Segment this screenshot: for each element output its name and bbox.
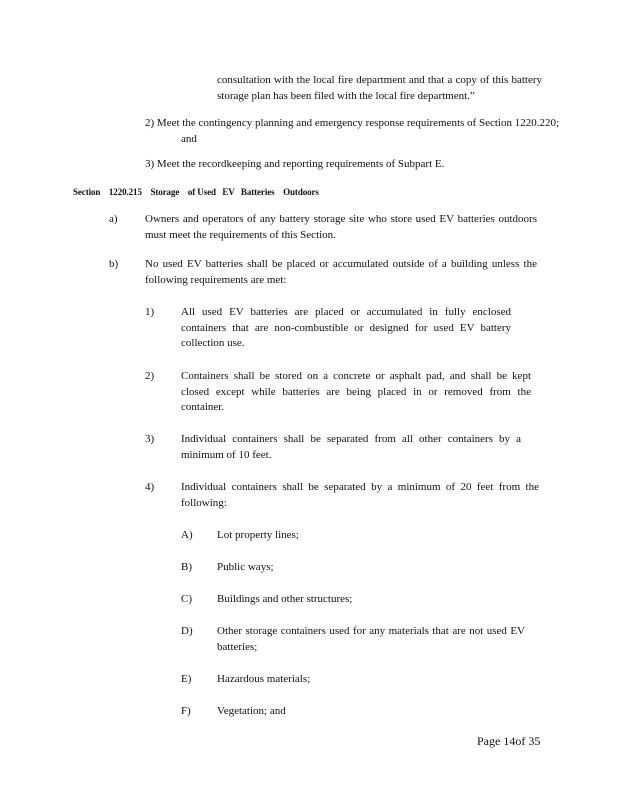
- subsection-a-text: Owners and operators of any battery storage site who store used EV batteries outdoors must meet the requirements of this Section.: [145, 213, 537, 241]
- setback-a-text: Lot property lines;: [217, 529, 299, 541]
- requirement-1-text: All used EV batteries are placed or accumulated in fully enclosed containers that are non-combustible or designed for used EV battery collection use.: [181, 306, 511, 349]
- setback-e-label: E): [181, 673, 192, 685]
- requirement-4-text: Individual containers shall be separated by a minimum of 20 feet from the following:: [181, 481, 539, 509]
- subsection-b-text: No used EV batteries shall be placed or accumulated outside of a building unless the following requirements are met:: [145, 258, 537, 286]
- section-heading: Section 1220.215 Storage of Used EV Batteries Outdoors: [73, 187, 319, 197]
- requirement-2-label: 2): [145, 370, 155, 382]
- setback-a-label: A): [181, 529, 193, 541]
- setback-d-label: D): [181, 625, 193, 637]
- quote-continuation-paragraph: consultation with the local fire department and that a copy of this battery storage plan has been filed with the local fire department.”: [217, 74, 542, 102]
- setback-b-label: B): [181, 561, 192, 573]
- requirement-3-label: 3): [145, 433, 155, 445]
- setback-e-text: Hazardous materials;: [217, 673, 311, 685]
- subsection-b-label: b): [109, 258, 119, 270]
- setback-d-text: Other storage containers used for any materials that are not used EV batteries;: [217, 625, 525, 653]
- page-number: Page 14of 35: [477, 734, 541, 748]
- intro-item-3: 3) Meet the recordkeeping and reporting requirements of Subpart E.: [145, 158, 445, 170]
- setback-b-text: Public ways;: [217, 561, 274, 573]
- requirement-3-text: Individual containers shall be separated from all other containers by a minimum of 10 feet.: [181, 433, 521, 461]
- setback-f-label: F): [181, 705, 191, 717]
- subsection-a-label: a): [109, 213, 118, 225]
- requirement-2-text: Containers shall be stored on a concrete or asphalt pad, and shall be kept closed except while batteries are being placed in or removed from the container.: [181, 370, 531, 413]
- setback-c-text: Buildings and other structures;: [217, 593, 353, 605]
- intro-item-2: 2) Meet the contingency planning and emergency response requirements of Section 1220.220; and: [145, 117, 560, 145]
- setback-f-text: Vegetation; and: [217, 705, 286, 717]
- requirement-1-label: 1): [145, 306, 155, 318]
- requirement-4-label: 4): [145, 481, 155, 493]
- setback-c-label: C): [181, 593, 192, 605]
